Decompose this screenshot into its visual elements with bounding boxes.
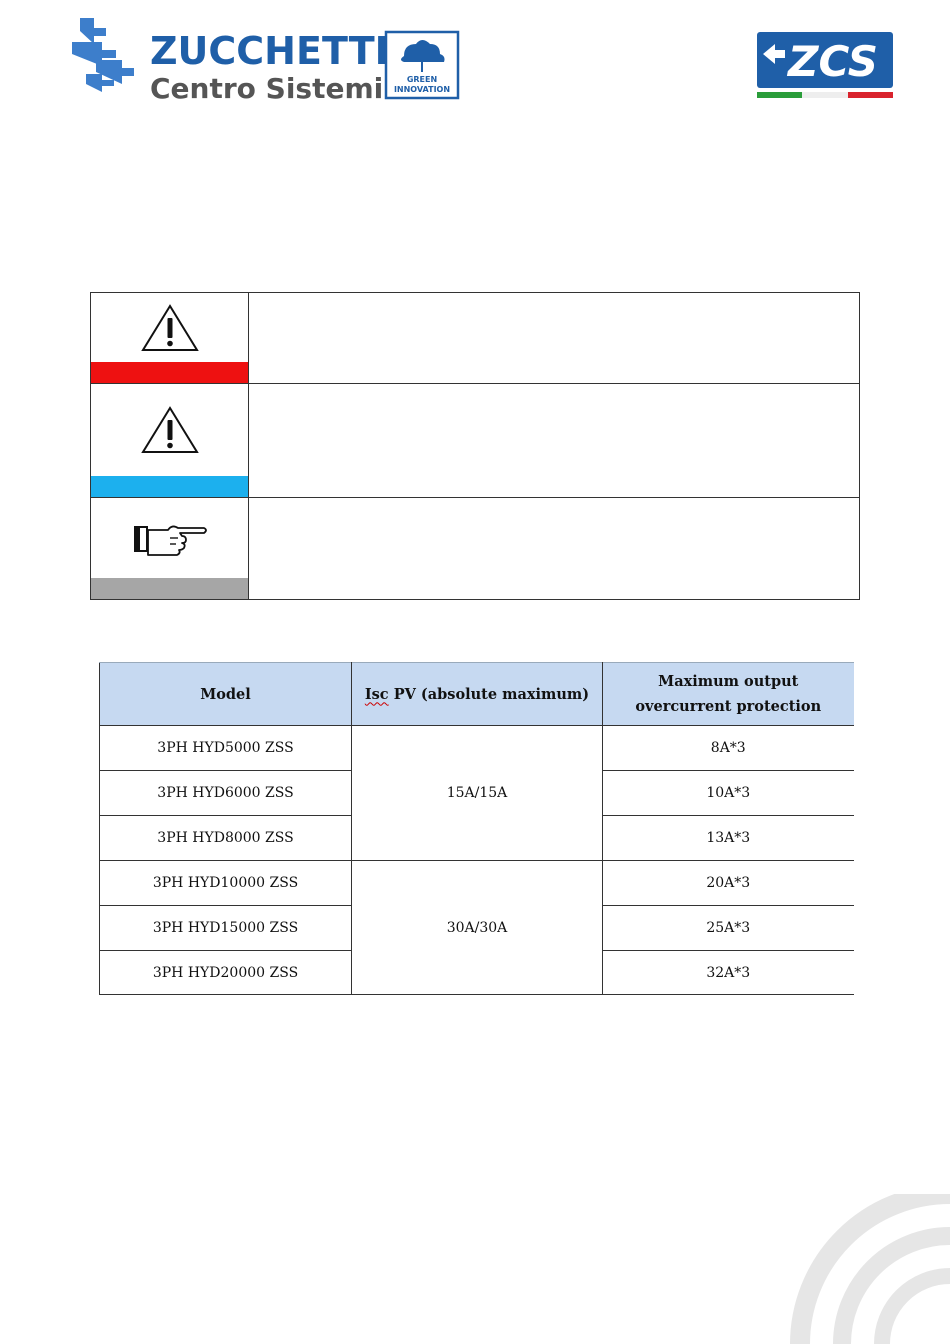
header-model: Model [100, 663, 352, 726]
overcurrent-protection-table [99, 662, 854, 995]
header-overcurrent: Maximum output overcurrent protection [603, 663, 854, 726]
model-cell: 3PH HYD10000 ZSS [100, 861, 352, 906]
model-cell: 3PH HYD15000 ZSS [100, 906, 352, 951]
isc-cell: 30A/30A [352, 861, 603, 995]
warning-triangle-icon [140, 405, 200, 455]
warning-color-bar [91, 476, 248, 497]
badge-line1: GREEN [406, 75, 438, 84]
protection-cell: 25A*3 [603, 906, 854, 951]
cloud-icon [401, 40, 445, 62]
flag-white-stripe [802, 92, 848, 98]
zcs-logo [755, 30, 895, 100]
table-row [100, 861, 854, 906]
protection-cell: 32A*3 [603, 951, 854, 995]
zucchetti-logo [72, 14, 462, 104]
safety-symbols-table [90, 292, 860, 600]
notice-row-note [91, 498, 859, 599]
zcs-logo-text: ZCS [787, 37, 879, 86]
badge-line2: INNOVATION [393, 85, 451, 94]
protection-cell: 8A*3 [603, 726, 854, 771]
danger-color-bar [91, 362, 248, 383]
protection-cell: 10A*3 [603, 771, 854, 816]
brand-name: ZUCCHETTI [150, 29, 389, 73]
model-cell: 3PH HYD6000 ZSS [100, 771, 352, 816]
notice-row-warning [91, 384, 859, 498]
warning-triangle-icon [140, 303, 200, 353]
table-row [100, 726, 854, 771]
header-isc-pv [352, 663, 603, 726]
model-cell: 3PH HYD8000 ZSS [100, 816, 352, 861]
protection-cell: 13A*3 [603, 816, 854, 861]
table-header-row [100, 663, 854, 726]
notice-row-danger [91, 293, 859, 384]
pointing-hand-icon [132, 518, 208, 558]
model-cell: 3PH HYD5000 ZSS [100, 726, 352, 771]
protection-cell: 20A*3 [603, 861, 854, 906]
flag-green-stripe [757, 92, 802, 98]
header-isc-rest: PV (absolute maximum) [388, 685, 590, 703]
header-isc-prefix: Isc [364, 685, 389, 703]
lightning-arrows-icon [72, 18, 134, 92]
model-cell: 3PH HYD20000 ZSS [100, 951, 352, 995]
flag-red-stripe [848, 92, 893, 98]
isc-cell: 15A/15A [352, 726, 603, 861]
decorative-arcs-watermark [780, 1194, 950, 1344]
green-innovation-badge [386, 32, 458, 98]
note-color-bar [91, 578, 248, 599]
brand-subname: Centro Sistemi [150, 72, 384, 104]
